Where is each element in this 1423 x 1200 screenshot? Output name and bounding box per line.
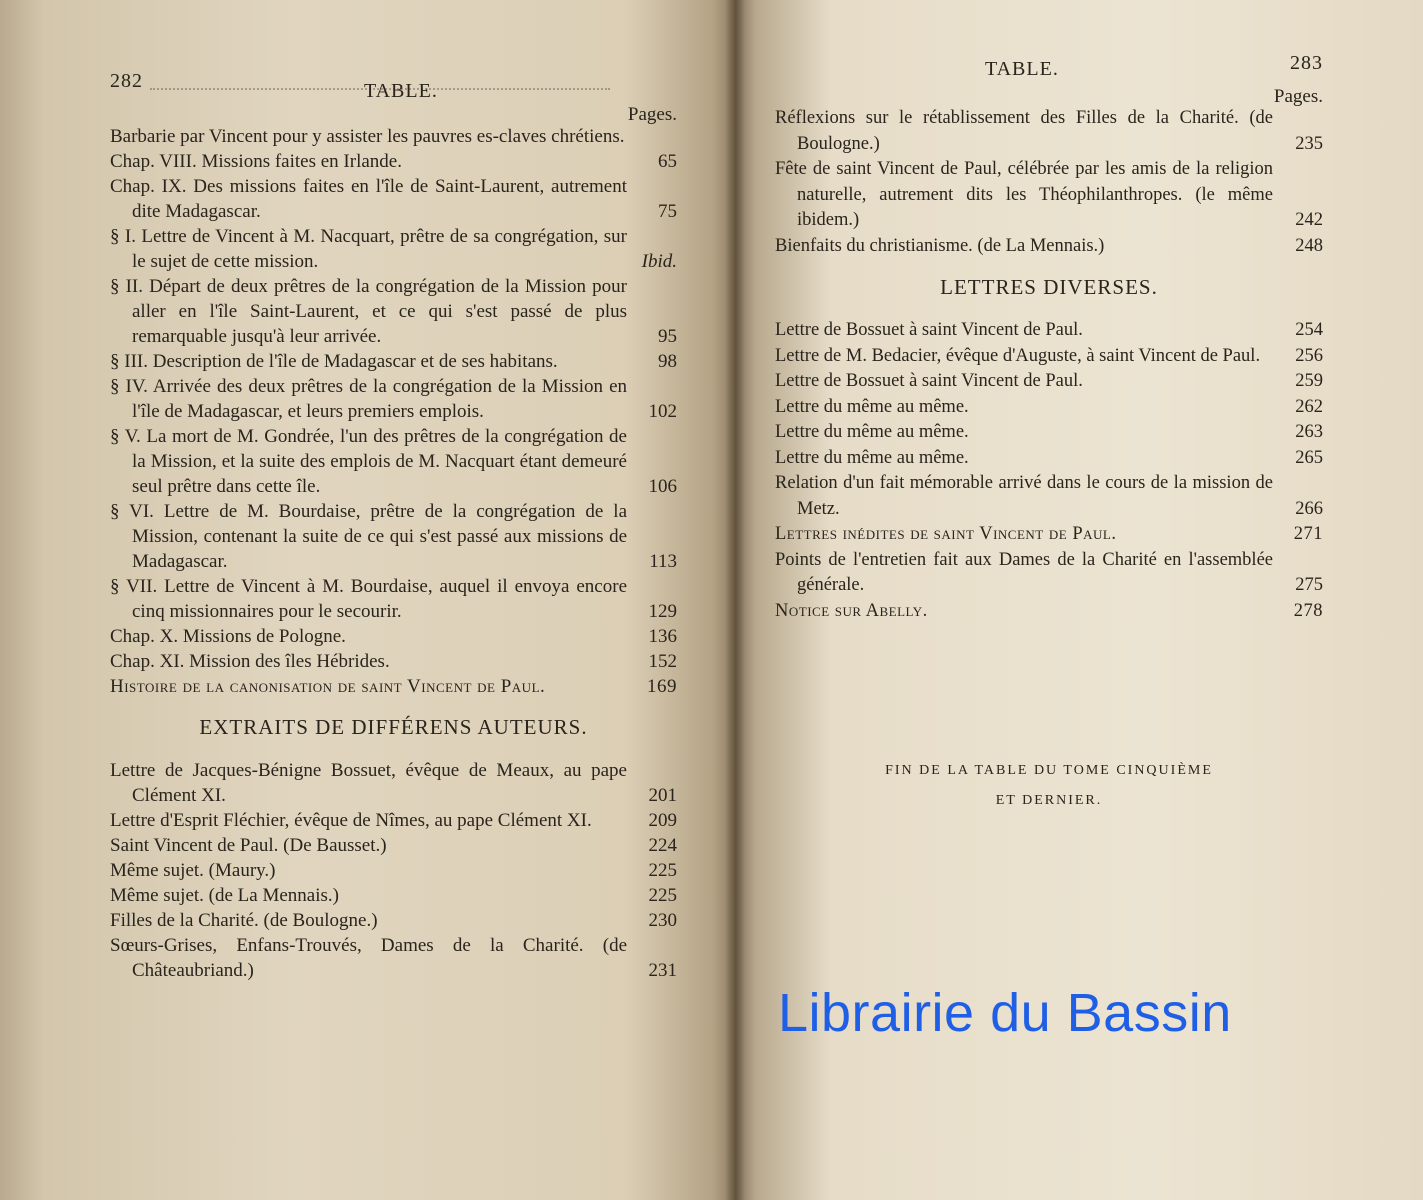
- end-of-table-note: [775, 756, 1323, 816]
- toc-entry: § III. Description de l'île de Madagascar et de ses habitans. 98: [110, 351, 677, 372]
- toc-entry: Réflexions sur le rétablissement des Filles de la Charité. (de Boulogne.) 235: [775, 108, 1323, 154]
- fin-line-1: FIN DE LA TABLE DU TOME CINQUIÈME: [885, 763, 1213, 778]
- toc-entry: § IV. Arrivée des deux prêtres de la congrégation de la Mission en l'île de Madagascar, et leurs premiers emplois. 102: [110, 376, 677, 422]
- left-entries: [110, 124, 677, 699]
- right-running-title: TABLE.: [985, 58, 1059, 80]
- toc-entry: § VII. Lettre de Vincent à M. Bourdaise, auquel il envoya encore cinq missionnaires pour le secourir. 129: [110, 576, 677, 622]
- toc-entry: Notice sur Abelly. 278: [775, 600, 1323, 621]
- left-entries-extraits: [110, 758, 677, 983]
- left-page-number: 282: [110, 70, 143, 92]
- toc-entry: Points de l'entretien fait aux Dames de la Charité en l'assemblée générale. 275: [775, 549, 1323, 595]
- right-section-heading: LETTRES DIVERSES.: [940, 275, 1158, 299]
- toc-entry: Lettre du même au même. 263: [775, 422, 1323, 442]
- toc-entry: Lettre d'Esprit Fléchier, évêque de Nîmes, au pape Clément XI. 209: [110, 810, 677, 831]
- toc-entry: Filles de la Charité. (de Boulogne.) 230: [110, 910, 677, 931]
- fin-line-2: ET DERNIER.: [995, 793, 1103, 808]
- toc-entry: § VI. Lettre de M. Bourdaise, prêtre de la congrégation de la Mission, contenant la suite de ce qui s'est passé aux missions de Madagascar. 113: [110, 501, 677, 572]
- right-page-number: 283: [1290, 52, 1323, 74]
- left-running-title: TABLE.: [364, 80, 438, 102]
- toc-entry: Chap. X. Missions de Pologne. 136: [110, 626, 677, 647]
- toc-entry: Chap. IX. Des missions faites en l'île de Saint-Laurent, autrement dite Madagascar. 75: [110, 176, 677, 222]
- toc-entry: § V. La mort de M. Gondrée, l'un des prêtres de la congrégation de la Mission, et la suite des emplois de M. Nacquart étant demeuré seul prêtre dans cette île. 106: [110, 426, 677, 497]
- toc-entry: Lettre de Bossuet à saint Vincent de Paul. 254: [775, 320, 1323, 340]
- left-pages-label: Pages.: [627, 104, 677, 125]
- left-running-head: [110, 70, 677, 110]
- toc-entry: § I. Lettre de Vincent à M. Nacquart, prêtre de sa congrégation, sur le sujet de cette mission. Ibid.: [110, 226, 677, 272]
- toc-entry: Même sujet. (Maury.) 225: [110, 860, 677, 881]
- right-entries-lettres: [775, 318, 1323, 624]
- toc-entry: Relation d'un fait mémorable arrivé dans le cours de la mission de Metz. 266: [775, 473, 1323, 519]
- right-entries: [775, 106, 1323, 259]
- toc-entry: Lettre du même au même. 262: [775, 396, 1323, 417]
- left-section-heading: EXTRAITS DE DIFFÉRENS AUTEURS.: [199, 715, 588, 739]
- toc-entry: Histoire de la canonisation de saint Vincent de Paul. 169: [110, 676, 677, 697]
- toc-entry: Lettre de Jacques-Bénigne Bossuet, évêque de Meaux, au pape Clément XI. 201: [110, 760, 677, 806]
- toc-entry: § II. Départ de deux prêtres de la congrégation de la Mission pour aller en l'île Saint-Laurent, et ce qui s'est passé de plus remarquable jusqu'à leur arrivée. 95: [110, 276, 677, 347]
- toc-entry: Chap. XI. Mission des îles Hébrides. 152: [110, 651, 677, 672]
- right-running-head: [775, 52, 1323, 92]
- toc-entry: Barbarie par Vincent pour y assister les pauvres es-claves chrétiens.: [110, 126, 625, 147]
- toc-entry: Lettre de M. Bedacier, évêque d'Auguste, à saint Vincent de Paul. 256: [775, 345, 1323, 366]
- toc-entry: Fête de saint Vincent de Paul, célébrée par les amis de la religion naturelle, autrement dits les Théophilanthropes. (le même ibidem.) 242: [775, 159, 1323, 230]
- book-gutter: [725, 0, 745, 1200]
- toc-entry: Chap. VIII. Missions faites en Irlande. 65: [110, 151, 677, 172]
- toc-entry: Sœurs-Grises, Enfans-Trouvés, Dames de la Charité. (de Châteaubriand.) 231: [110, 935, 677, 981]
- toc-entry: Saint Vincent de Paul. (De Bausset.) 224: [110, 835, 677, 856]
- right-pages-label: Pages.: [1273, 86, 1323, 107]
- toc-entry: Lettre du même au même. 265: [775, 447, 1323, 468]
- seller-watermark: Librairie du Bassin: [778, 983, 1232, 1043]
- toc-entry: Lettre de Bossuet à saint Vincent de Paul. 259: [775, 371, 1323, 391]
- toc-entry: Bienfaits du christianisme. (de La Mennais.) 248: [775, 235, 1323, 256]
- toc-entry: Même sujet. (de La Mennais.) 225: [110, 885, 677, 906]
- toc-entry: Lettres inédites de saint Vincent de Paul. 271: [775, 524, 1323, 544]
